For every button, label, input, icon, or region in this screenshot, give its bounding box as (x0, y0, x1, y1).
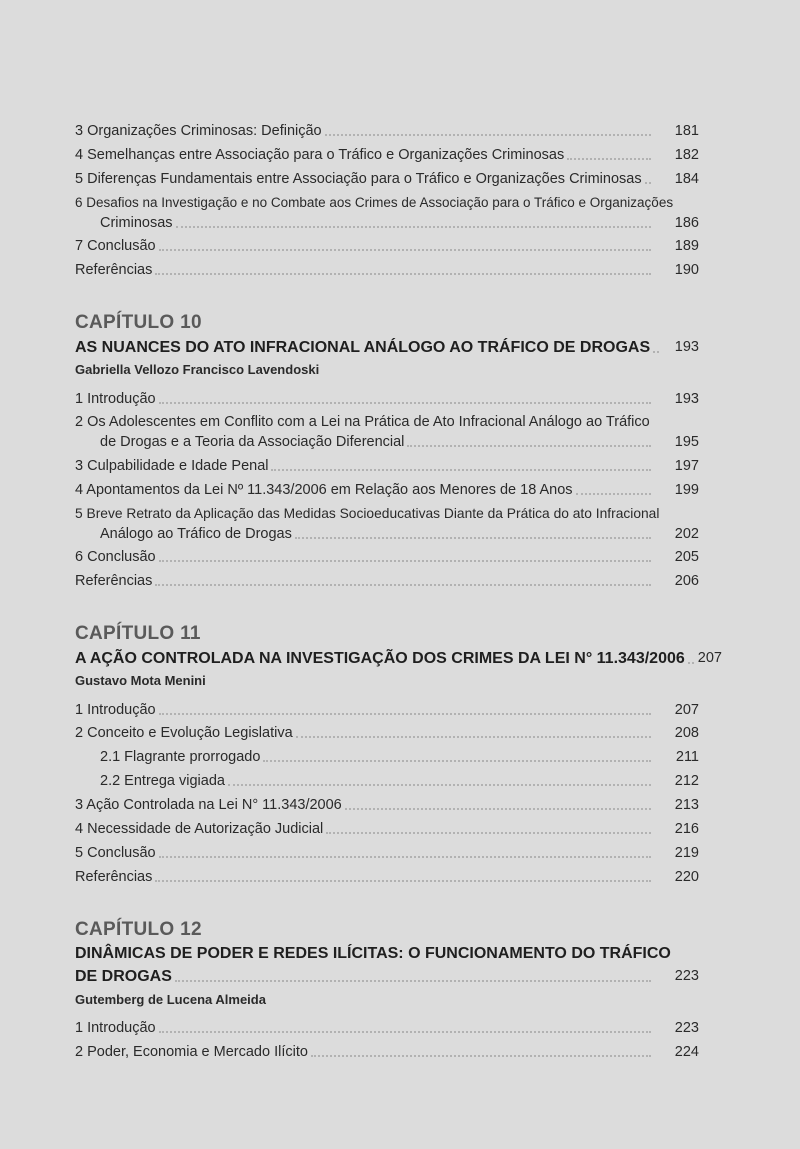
dot-leader (295, 537, 651, 539)
dot-leader (688, 662, 694, 664)
dot-leader (159, 560, 651, 562)
chapter-title: AS NUANCES DO ATO INFRACIONAL ANÁLOGO AO TRÁFICO DE DROGAS (75, 339, 651, 356)
entry-page: 223 (674, 1020, 699, 1036)
chapter-heading[interactable] (75, 647, 722, 670)
chapter-title: A AÇÃO CONTROLADA NA INVESTIGAÇÃO DOS CRIMES DA LEI N° 11.343/2006 (75, 650, 685, 667)
entry-label: 1 Introdução (75, 1020, 156, 1036)
dot-leader (159, 1031, 651, 1033)
toc-entry[interactable] (75, 867, 699, 887)
dot-leader (155, 273, 651, 275)
dot-leader (159, 713, 651, 715)
entry-label: 1 Introdução (75, 702, 156, 718)
toc-entry[interactable] (75, 389, 699, 409)
toc-entry[interactable] (75, 456, 699, 476)
entry-page: 197 (674, 458, 699, 474)
entry-label: 3 Culpabilidade e Idade Penal (75, 458, 269, 474)
chapter-author: Gabriella Vellozo Francisco Lavendoski (75, 362, 320, 377)
dot-leader (653, 351, 659, 353)
dot-leader (176, 226, 651, 228)
toc-entry[interactable] (75, 1042, 699, 1062)
toc-entry[interactable] (75, 571, 699, 591)
toc-entry[interactable] (75, 795, 699, 815)
entry-label: 4 Semelhanças entre Associação para o Tráfico e Organizações Criminosas (75, 147, 565, 163)
dot-leader (407, 445, 651, 447)
entry-label-line2: Análogo ao Tráfico de Drogas (100, 526, 292, 542)
chapter-number: CAPÍTULO 11 (75, 623, 201, 644)
dot-leader (576, 493, 651, 495)
toc-entry[interactable] (75, 169, 699, 189)
entry-page: 193 (674, 391, 699, 407)
dot-leader (263, 760, 651, 762)
dot-leader (159, 402, 651, 404)
chapter-author: Gutemberg de Lucena Almeida (75, 992, 266, 1007)
entry-label: 5 Diferenças Fundamentais entre Associação para o Tráfico e Organizações Criminosas (75, 171, 642, 187)
entry-label: 3 Ação Controlada na Lei N° 11.343/2006 (75, 797, 342, 813)
dot-leader (645, 182, 651, 184)
entry-page: 181 (674, 123, 699, 139)
dot-leader (271, 469, 651, 471)
entry-page: 212 (674, 773, 699, 789)
entry-page: 182 (674, 147, 699, 163)
chapter-page: 223 (674, 968, 699, 984)
dot-leader (325, 134, 651, 136)
toc-entry[interactable] (75, 121, 699, 141)
chapter-page: 207 (697, 650, 722, 666)
toc-entry[interactable] (75, 236, 699, 256)
entry-label: 4 Necessidade de Autorização Judicial (75, 821, 324, 837)
toc-entry[interactable] (75, 480, 699, 500)
entry-label: 1 Introdução (75, 391, 156, 407)
dot-leader (345, 808, 651, 810)
dot-leader (159, 856, 651, 858)
entry-label: 2 Conceito e Evolução Legislativa (75, 725, 293, 741)
entry-page: 206 (674, 573, 699, 589)
chapter-heading[interactable] (75, 336, 699, 359)
toc-entry[interactable] (75, 193, 699, 233)
dot-leader (311, 1055, 651, 1057)
entry-page: 219 (674, 845, 699, 861)
toc-entry[interactable] (75, 1018, 699, 1038)
dot-leader (155, 584, 651, 586)
entry-label: 2 Poder, Economia e Mercado Ilícito (75, 1044, 308, 1060)
entry-label: Referências (75, 573, 153, 589)
dot-leader (567, 158, 651, 160)
toc-entry[interactable] (75, 547, 699, 567)
entry-page: 195 (674, 434, 699, 450)
toc-entry[interactable] (75, 843, 699, 863)
entry-page: 184 (674, 171, 699, 187)
entry-page: 205 (674, 549, 699, 565)
entry-label-line2: Criminosas (100, 215, 173, 231)
entry-page: 224 (674, 1044, 699, 1060)
chapter-title-line2: DE DROGAS (75, 968, 172, 985)
entry-label-line1: 2 Os Adolescentes em Conflito com a Lei na Prática de Ato Infracional Análogo ao Tráfico (75, 414, 650, 430)
entry-label: 5 Conclusão (75, 845, 156, 861)
chapter-number: CAPÍTULO 10 (75, 312, 202, 333)
dot-leader (155, 880, 651, 882)
dot-leader (159, 249, 651, 251)
entry-page: 216 (674, 821, 699, 837)
entry-page: 213 (674, 797, 699, 813)
entry-label-line1: 5 Breve Retrato da Aplicação das Medidas Socioeducativas Diante da Prática do ato Infracional (75, 506, 660, 521)
entry-label-line2: de Drogas e a Teoria da Associação Diferencial (100, 434, 405, 450)
entry-page: 211 (675, 749, 699, 765)
entry-label: 7 Conclusão (75, 238, 156, 254)
chapter-number: CAPÍTULO 12 (75, 919, 202, 940)
toc-entry[interactable] (75, 700, 699, 720)
entry-page: 208 (674, 725, 699, 741)
entry-page: 202 (674, 526, 699, 542)
toc-entry[interactable] (75, 412, 699, 452)
entry-label: Referências (75, 262, 153, 278)
toc-entry[interactable] (75, 504, 699, 544)
entry-page: 190 (674, 262, 699, 278)
entry-page: 207 (674, 702, 699, 718)
entry-page: 189 (674, 238, 699, 254)
toc-entry[interactable] (75, 145, 699, 165)
toc-entry[interactable] (75, 723, 699, 743)
toc-entry[interactable] (75, 819, 699, 839)
dot-leader (175, 980, 651, 982)
chapter-heading[interactable] (75, 942, 699, 988)
entry-label: 6 Conclusão (75, 549, 156, 565)
entry-label-line1: 6 Desafios na Investigação e no Combate aos Crimes de Associação para o Tráfico e Organizações (75, 195, 674, 210)
chapter-author: Gustavo Mota Menini (75, 673, 206, 688)
entry-label: 2.2 Entrega vigiada (100, 773, 225, 789)
toc-subentry[interactable] (75, 747, 699, 767)
dot-leader (326, 832, 651, 834)
entry-label: 2.1 Flagrante prorrogado (100, 749, 261, 765)
toc-subentry[interactable] (75, 771, 699, 791)
entry-page: 199 (674, 482, 699, 498)
chapter-page: 193 (674, 339, 699, 355)
entry-label: Referências (75, 869, 153, 885)
entry-label: 4 Apontamentos da Lei Nº 11.343/2006 em Relação aos Menores de 18 Anos (75, 482, 573, 498)
entry-label: 3 Organizações Criminosas: Definição (75, 123, 322, 139)
dot-leader (228, 784, 651, 786)
chapter-title-line1: DINÂMICAS DE PODER E REDES ILÍCITAS: O FUNCIONAMENTO DO TRÁFICO (75, 945, 671, 962)
dot-leader (296, 736, 651, 738)
entry-page: 186 (674, 215, 699, 231)
toc-entry[interactable] (75, 260, 699, 280)
entry-page: 220 (674, 869, 699, 885)
